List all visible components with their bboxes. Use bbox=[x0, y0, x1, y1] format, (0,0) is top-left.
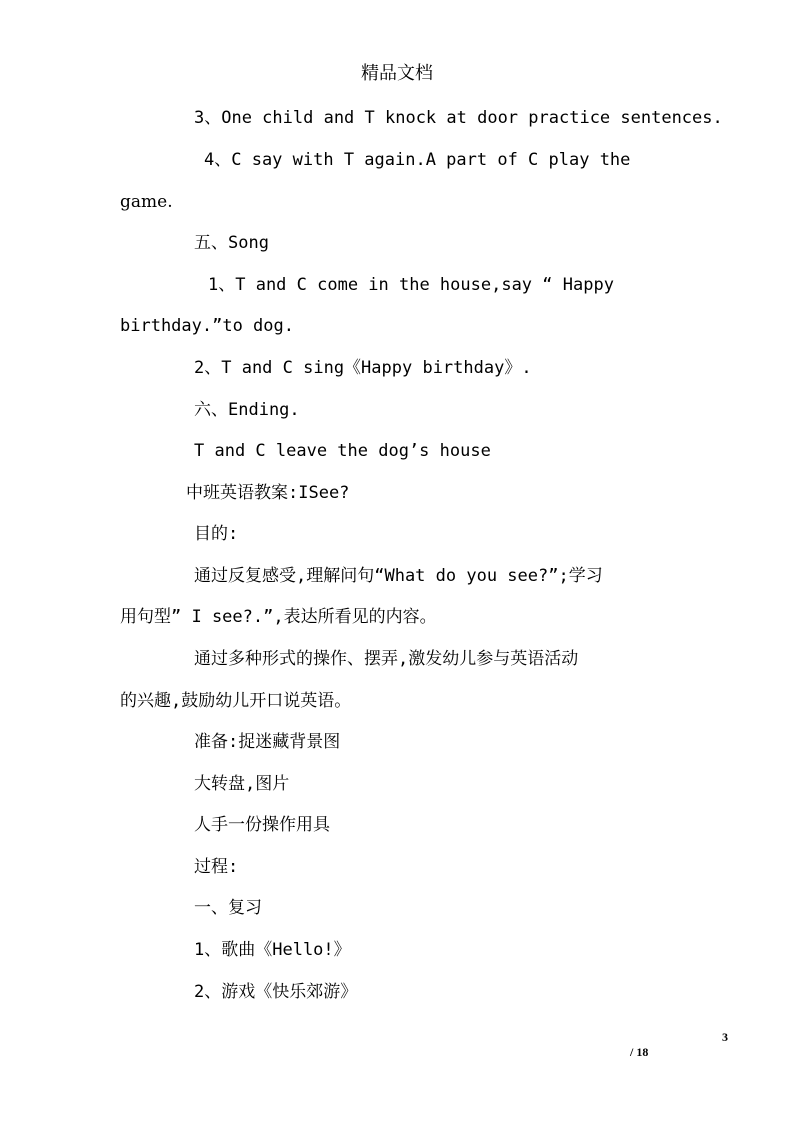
text-line: 目的: bbox=[194, 524, 239, 544]
text-line: 过程: bbox=[194, 857, 239, 877]
text-line: T and C leave the dog’s house bbox=[194, 441, 491, 461]
text-line: 大转盘,图片 bbox=[194, 774, 290, 794]
text-line: 准备:捉迷藏背景图 bbox=[194, 732, 341, 752]
text-line: 通过多种形式的操作、摆弄,激发幼儿参与英语活动 bbox=[194, 649, 579, 669]
page-number: 3 bbox=[722, 1030, 728, 1044]
section-heading: 五、Song bbox=[194, 233, 269, 253]
text-line: game. bbox=[120, 192, 173, 212]
text-line: 人手一份操作用具 bbox=[194, 815, 330, 835]
section-heading: 六、Ending. bbox=[194, 400, 300, 420]
text-line: 用句型” I see?.”,表达所看见的内容。 bbox=[120, 607, 437, 627]
text-line: 3、One child and T knock at door practice sentences. bbox=[194, 108, 723, 128]
text-line: 2、游戏《快乐郊游》 bbox=[194, 982, 358, 1002]
text-line: 1、歌曲《Hello!》 bbox=[194, 940, 351, 960]
text-line: 2、T and C sing《Happy birthday》. bbox=[194, 358, 532, 378]
text-line: birthday.”to dog. bbox=[120, 316, 294, 336]
page-total: / 18 bbox=[630, 1045, 649, 1059]
text-line: 通过反复感受,理解问句“What do you see?”;学习 bbox=[194, 566, 603, 586]
lesson-title: 中班英语教案:ISee? bbox=[186, 483, 350, 503]
text-line: 1、T and C come in the house,say “ Happy bbox=[208, 275, 614, 295]
section-heading: 一、复习 bbox=[194, 898, 262, 918]
text-line: 的兴趣,鼓励幼儿开口说英语。 bbox=[120, 691, 352, 711]
page-header-title: 精品文档 bbox=[361, 63, 433, 84]
text-line: 4、C say with T again.A part of C play the bbox=[204, 150, 631, 170]
